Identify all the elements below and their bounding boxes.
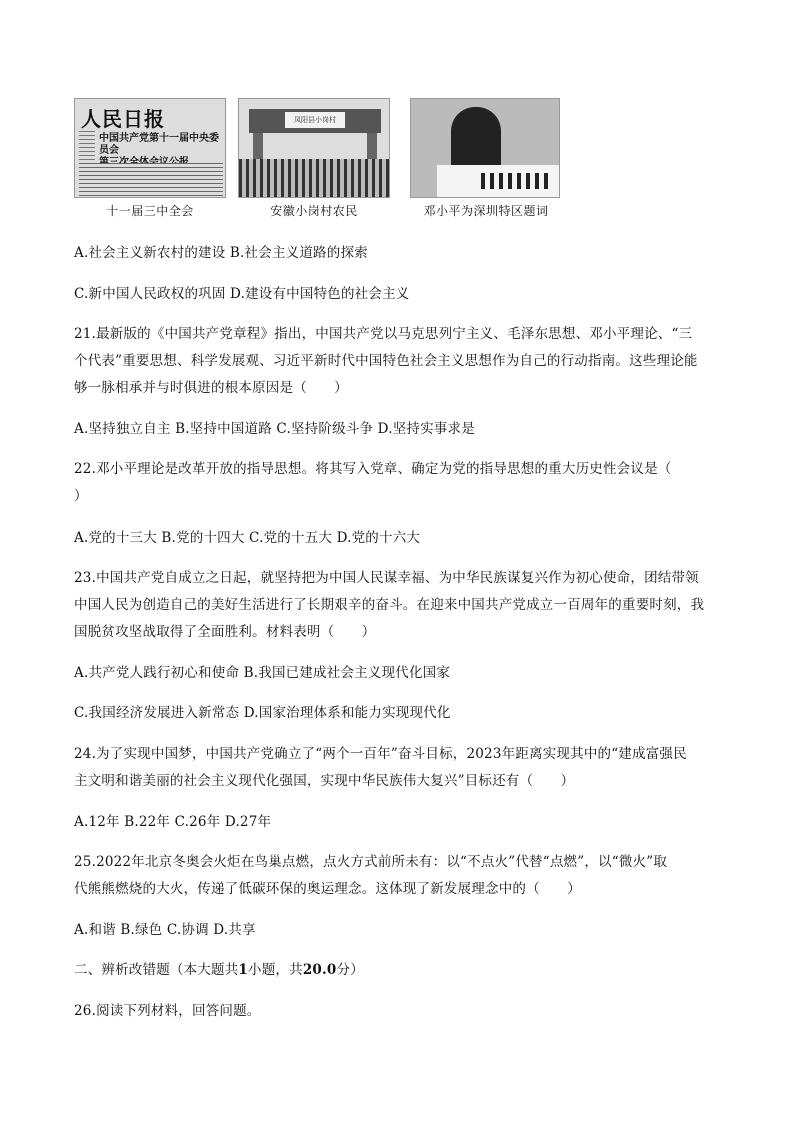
q24-options: A.12年 B.22年 C.26年 D.27年 xyxy=(74,814,272,830)
q26-stem: 26.阅读下列材料，回答问题。 xyxy=(74,1003,261,1019)
q23-options-line2: C.我国经济发展进入新常态 D.国家治理体系和能力实现现代化 xyxy=(74,705,451,721)
calligraphy-ink xyxy=(481,173,553,189)
q22-stem-line1: 22.邓小平理论是改革开放的指导思想。将其写入党章、确定为党的指导思想的重大历史性会议是（ xyxy=(74,461,672,477)
section-heading-mid: 小题，共 xyxy=(248,962,303,978)
q23-stem-line2: 中国人民为创造自己的美好生活进行了长期艰辛的奋斗。在迎来中国共产党成立一百周年的重要时刻，我 xyxy=(74,597,705,613)
q21-stem-line1: 21.最新版的《中国共产党章程》指出，中国共产党以马克思列宁主义、毛泽东思想、邓小平理论、“三 xyxy=(74,326,693,342)
newspaper-headline-line1: 中国共产党第十一届中央委员会 xyxy=(99,133,219,156)
q23-stem-line1: 23.中国共产党自成立之日起，就坚持把为中国人民谋幸福、为中华民族谋复兴作为初心使命，团结带领 xyxy=(74,570,699,586)
q22-stem-line2: ） xyxy=(74,488,88,504)
newspaper-photo xyxy=(74,98,226,198)
q25-options: A.和谐 B.绿色 C.协调 D.共享 xyxy=(74,922,256,938)
figure-xiaogang xyxy=(238,98,390,218)
q21-options: A.坚持独立自主 B.坚持中国道路 C.坚持阶级斗争 D.坚持实事求是 xyxy=(74,421,475,437)
gate-sign: 凤阳县小岗村 xyxy=(285,112,345,128)
figure-strip xyxy=(74,98,562,220)
figure-calligraphy xyxy=(410,98,560,218)
section-heading-suffix: 分） xyxy=(336,962,364,978)
newspaper-side-text xyxy=(79,131,95,161)
q24-stem-line1: 24.为了实现中国梦，中国共产党确立了“两个一百年”奋斗目标，2023年距离实现其中的“建成富强民 xyxy=(74,746,687,762)
figure-third-plenum xyxy=(74,98,226,218)
person-silhouette xyxy=(451,107,501,171)
q25-stem-line2: 代熊熊燃烧的大火，传递了低碳环保的奥运理念。这体现了新发展理念中的（ ） xyxy=(74,881,581,897)
q24-stem-line2: 主文明和谐美丽的社会主义现代化强国，实现中华民族伟大复兴”目标还有（ ） xyxy=(74,773,575,789)
q21-stem-line3: 够一脉相承并与时俱进的根本原因是（ ） xyxy=(74,380,348,396)
section-heading-prefix: 二、辨析改错题（本大题共 xyxy=(74,962,239,978)
section-score: 20.0 xyxy=(302,962,337,978)
crowd xyxy=(239,159,390,198)
section-heading xyxy=(74,958,364,978)
q20-options-line1: A.社会主义新农村的建设 B.社会主义道路的探索 xyxy=(74,245,368,261)
q25-stem-line1: 25.2022年北京冬奥会火炬在鸟巢点燃，点火方式前所未有：以“不点火”代替“点燃”，以“微火”取 xyxy=(74,854,668,870)
q22-options: A.党的十三大 B.党的十四大 C.党的十五大 D.党的十六大 xyxy=(74,530,421,546)
calligraphy-photo xyxy=(410,98,560,198)
newspaper-title: 人民日报 xyxy=(81,107,165,131)
village-gate-photo xyxy=(238,98,390,198)
q21-stem-line2: 个代表”重要思想、科学发展观、习近平新时代中国特色社会主义思想作为自己的行动指南。这些理论能 xyxy=(74,353,698,369)
figure-caption: 邓小平为深圳特区题词 xyxy=(423,204,549,218)
figure-caption: 安徽小岗村农民 xyxy=(270,204,358,218)
figure-caption: 十一届三中全会 xyxy=(106,204,194,218)
q23-stem-line3: 国脱贫攻坚战取得了全面胜利。材料表明（ ） xyxy=(74,624,376,640)
q20-options-line2: C.新中国人民政权的巩固 D.建设有中国特色的社会主义 xyxy=(74,286,410,302)
q23-options-line1: A.共产党人践行初心和使命 B.我国已建成社会主义现代化国家 xyxy=(74,665,451,681)
newspaper-body-text xyxy=(79,163,223,197)
section-question-count: 1 xyxy=(238,962,248,978)
